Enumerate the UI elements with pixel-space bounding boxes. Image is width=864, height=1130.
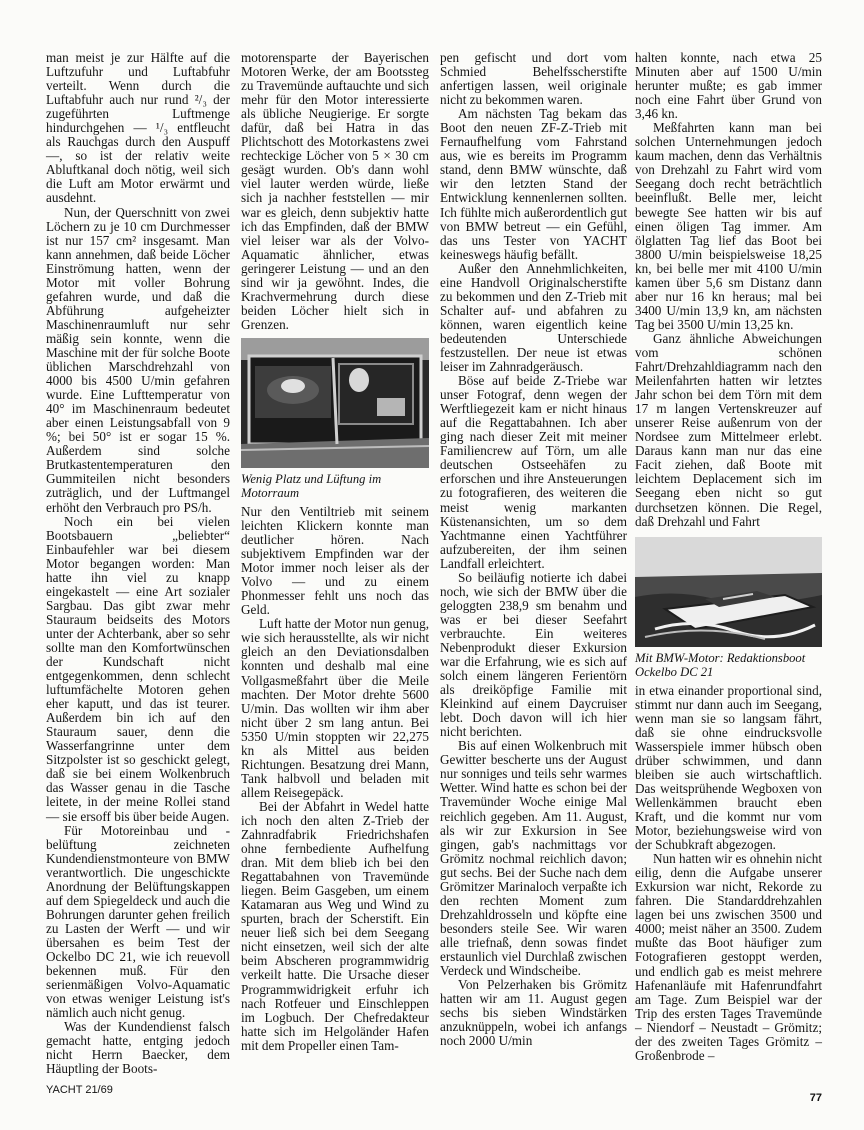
paragraph: pen gefischt und dort vom Schmied Behelfsscherstifte anfertigen lassen, weil originale nicht zu bekommen waren.: [440, 50, 627, 108]
paragraph: Was der Kundendienst falsch gemacht hatte, entging jedoch nicht Herrn Baecker, dem Häuptling der Boots-: [46, 1019, 230, 1077]
boat-image: [635, 537, 822, 647]
boat-photo: [635, 537, 822, 647]
paragraph: in etwa einander proportional sind, stimmt nur dann auch im Seegang, wenn man sie so langsam fährt, daß sie ohne eindrucksvolle Wasserspiele immer hübsch oben drüber schwimmen, und dann bleiben sie auch wirtschaftlich. Das weitsprühende Wegboxen von Wellenkämmen braucht eben Kraft, und die kommt nur vom Motor, beziehungsweise wird von der Schubkraft abgezogen.: [635, 682, 822, 853]
paragraph: Ganz ähnliche Abweichungen vom schönen Fahrt/Drehzahldiagramm nach den Meilenfahrten hatten wir letztes Jahr schon bei dem Törn mit dem 17 m langen Vertenskreuzer auf unserer Reise außenrum von der Nordsee zum Mittelmeer erlebt. Daraus kann man nur das eine Facit ziehen, daß Boote mit leichtem Deplacement sich im Seegang eben nicht so gut durchsetzen können. Die Regel, daß Drehzahl und Fahrt: [635, 330, 822, 529]
paragraph: Nur den Ventiltrieb mit seinem leichten Klickern konnte man deutlicher hören. Nach subjektivem Empfinden war der Motor immer noch leiser als der Volvo — und zu einem Phonmesser fehlt uns noch das Geld.: [241, 503, 429, 618]
paragraph: motorensparte der Bayerischen Motoren Werke, der am Bootssteg zu Travemünde auftauchte und sich mehr für den Motor interessierte als übliche Neugierige. Er sorgte dafür, daß bei Hatra in das Plichtschott des Motorkastens zwei rechteckige Löcher von 5 × 30 cm gesägt wurden. Ob's dann wohl viel lauter werden würde, ließe sich ja nachher feststellen — mir war es gleich, denn subjektiv hatte ich das Empfinden, daß der BMW viel leiser war als der Volvo-Aquamatic ähnlicher, etwas geringerer Leistung — und an den sind wir ja gewöhnt. Indes, die Krachvermehrung durch diese beiden Löcher hielt sich in Grenzen.: [241, 50, 429, 332]
motor-room-image: [241, 338, 429, 468]
text-column-3: [440, 51, 627, 1048]
page-number: 77: [809, 1092, 822, 1104]
paragraph: Luft hatte der Motor nun genug, wie sich herausstellte, als wir nicht gleich an den Deviationsdalben konnten und deshalb mal eine Vollgasmeßfahrt über die Meile machten. Der Motor drehte 5600 U/min. Das wollten wir ihm aber nicht über 2 sm lang antun. Bei 5350 U/min stoppten wir 22,275 kn als Mittel aus beiden Richtungen. Besatzung drei Mann, Tank halbvoll und beladen mit allem Reisegepäck.: [241, 616, 429, 800]
paragraph: Bei der Abfahrt in Wedel hatte ich noch den alten Z-Trieb der Zahnradfabrik Friedrichshafen ohne fernbediente Aufhelfung dran. Mit dem blieb ich bei den Regattabahnen von Travemünde liegen. Beim Gasgeben, um einem Katamaran aus Weg und Wind zu spurten, brach der Scherstift. Ein neuer ließ sich bei dem Seegang nicht einsetzen, weil sich der alte beim Abscheren programmwidrig verkeilt hatte. Die Ursache dieser Programmwidrigkeit erfuhr ich nach Rotfeuer und Einschleppen im Logbuch. Der Chefredakteur hatte sich im Helgoländer Hafen mit dem Propeller einen Tam-: [241, 798, 429, 1053]
paragraph: Böse auf beide Z-Triebe war unser Fotograf, denn wegen der Werftliegezeit kam er nicht hinaus auf die Regattabahnen. Ich aber ging nach dieser Zeit mit meiner Familiencrew auf Törn, um alle deutschen Ostseehäfen zu erforschen und ihre Ansteuerungen zu fotografieren, des weiteren die meist wenig markanten Küstenansichten, um so dem Yachtmanne einen Yachtführer aufzubereiten, der ihm seinen Landfall erleichtert.: [440, 373, 627, 571]
paragraph: Nun, der Querschnitt von zwei Löchern zu je 10 cm Durchmesser ist nur 157 cm² insgesamt. Man kann annehmen, daß beide Löcher Einströmung hatten, wenn der Motor mit voller Bohrung gefahren wurde, und daß die Abführung aufgeheizter Maschinenraumluft nur sehr mäßig sein konnte, wenn die Maschine mit der für solche Boote üblichen Marschdrehzahl von 4000 bis 4500 U/min gefahren wurde. Eine Lufttemperatur von 40° im Maschinenraum bedeutet aber einen Leistungsabfall von 9 %; bei 50° ist er sogar 15 %. Außerdem sind solche Brutkastentemperaturen den Gummiteilen nicht besonders zuträglich, und der Luftmangel erhöht den Verbrauch pro PS/h.: [46, 204, 230, 515]
paragraph: Außer den Annehmlichkeiten, eine Handvoll Originalscherstifte zu bekommen und den Z-Trieb mit Schalter auf- und abfahren zu können, waren eigentlich keine bedeutenden Unterschiede festzustellen. Der neue ist etwas leiser im Zahnradgeräusch.: [440, 260, 627, 375]
paragraph: Für Motoreinbau und -belüftung zeichneten Kundendienstmonteure von BMW verantwortlich. Die ungeschickte Anordnung der Belüftungskappen auf dem Spiegeldeck und auch die Bohrungen darunter gehen freilich zu Lasten der Werft — und wir übersahen es beim Test der Ockelbo DC 21, wie ich reuevoll bekennen muß. Für den serienmäßigen Volvo-Aquamatic von etwas weniger Leistung ist's nämlich auch nicht genug.: [46, 822, 230, 1021]
paragraph: Nun hatten wir es ohnehin nicht eilig, denn die Aufgabe unserer Exkursion war nicht, Rekorde zu fahren. Die Standarddrehzahlen lagen bei uns zwischen 3500 und 4000; meist näher an 3500. Zudem mußte das Boot häufiger zum Fotografieren gestoppt werden, und endlich gab es meist mehrere Hafenanläufe mit Hafenrundfahrt am Tage. Zum Beispiel war der Trip des ersten Tages Travemünde – Niendorf – Neustadt – Grömitz; der des zweiten Tages Grömitz – Großenbrode –: [635, 851, 822, 1063]
photo-caption: Wenig Platz und Lüftung im Motorraum: [241, 471, 382, 500]
paragraph: Von Pelzerhaken bis Grömitz hatten wir am 11. August gegen sechs bis sieben Windstärken anzuknüppeln, wobei ich anfangs noch 2000 U/min: [440, 977, 627, 1049]
photo-caption: Mit BMW-Motor: Redaktionsboot Ockelbo DC 21: [635, 650, 806, 679]
paragraph: man meist je zur Hälfte auf die Luftzufuhr und Luftabfuhr verteilt. Wenn durch die Luftabfuhr auch nur rund ²/₃ der zugeführten Luftmenge hindurchgehen — ¹/₃ entfleucht als Rauchgas durch den Auspuff —, so ist der relativ weite Abluftkanal doch nötig, weil sich die Luft am Motor erwärmt und ausdehnt.: [46, 50, 230, 206]
text-column-4: [635, 51, 822, 1063]
motor-room-photo: [241, 338, 429, 468]
paragraph: Meßfahrten kann man bei solchen Unternehmungen jedoch kaum machen, denn das Verhältnis von Drehzahl zu Fahrt wird vom Seegang doch recht beträchtlich beeinflußt. Belle mer, leicht bewegte See hatten wir bis auf einen öligen Tag immer. Am ölglatten Tag lief das Boot bei 3800 U/min beispielsweise 18,25 kn, bei belle mer mit 4100 U/min kamen über 5,6 sm Distanz dann aber nur 16 kn heraus; mal bei 3400 U/min 13,9 kn, am nächsten Tag bei 3500 U/min 13,25 kn.: [635, 120, 822, 332]
publication-issue: YACHT 21/69: [46, 1084, 113, 1096]
text-column-2: [241, 51, 429, 1053]
paragraph: Noch ein bei vielen Bootsbauern „beliebter“ Einbaufehler war bei diesem Motor begangen worden: Man hatte ihn viel zu knapp eingekastelt — eine Art sozialer Sargbau. Das gibt zwar mehr Stauraum beidseits des Motors unter der Achterbank, aber so sehr sollte man den Komfortwünschen der Kundschaft nicht entgegenkommen, denn schlecht luftumfächelte Motoren gehen eher kaputt, und das ist teurer. Außerdem bin ich auf den Stauraum sauer, denn die Wasserfangrinne unter dem Sitzpolster ist so geschickt gelegt, daß sie bei einem Wolkenbruch das Wasser genau in die Tasche leitete, in der meine Rollei stand — sie ersoff bis über beide Augen.: [46, 513, 230, 824]
paragraph: So beiläufig notierte ich dabei noch, wie sich der BMW über die geloggten 238,9 sm benahm und was er bei dieser Seefahrt verbrauchte. Ein weiteres Nebenprodukt dieser Exkursion war die Erfahrung, wie es sich auf solch einem längeren Ferientörn als dreiköpfige Familie mit Kleinkind auf einem Daycruiser lebt. Doch davon will ich hier nicht berichten.: [440, 569, 627, 740]
paragraph: Bis auf einen Wolkenbruch mit Gewitter bescherte uns der August nur sonniges und teils sehr warmes Wetter. Wind hatte es schon bei der Travemünder Woche einige Mal reichlich gegeben. Am 11. August, als wir zur Exkursion in See gingen, gab's nachmittags vor Grömitz nochmal reichlich davon; gut sechs. Bei der Suche nach dem Grömitzer Marinaloch verpaßte ich den rechten Moment zum Drehzahldrosseln und köpfte eine besonders steile See. Wir waren alle triefnaß, denn sowas findet erstaunlich viel Durchlaß zwischen Verdeck und Windscheibe.: [440, 738, 627, 979]
paragraph: halten konnte, nach etwa 25 Minuten aber auf 1500 U/min herunter mußte; es gab immer noch eine Fahrt über Grund von 3,46 kn.: [635, 50, 822, 122]
paragraph: Am nächsten Tag bekam das Boot den neuen ZF-Z-Trieb mit Fernaufhelfung vom Fahrstand aus, wie es bereits im Programm stand, denn BMW wünschte, daß wir den letzten Stand der Entwicklung kennenlernen sollten. Ich fühlte mich außerordentlich gut von BMW betreut — ein Gefühl, das uns Tester von YACHT keineswegs häufig befällt.: [440, 106, 627, 262]
text-column-1: [46, 51, 230, 1076]
